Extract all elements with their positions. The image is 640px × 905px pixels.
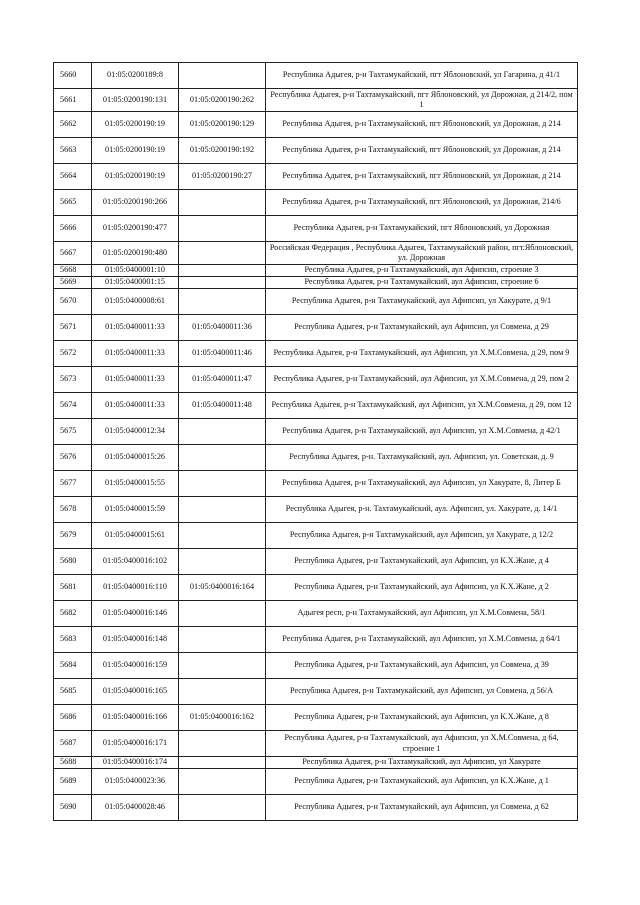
table-row [54, 393, 578, 419]
row-number-cell: 5675 [54, 419, 92, 445]
row-number-cell: 5678 [54, 497, 92, 523]
row-number-cell: 5677 [54, 471, 92, 497]
linked-cadastral-number-cell [179, 731, 266, 757]
address-cell: Республика Адыгея, р-н Тахтамукайский, аул Афипсип, ул Хакурате [266, 757, 578, 769]
address-cell: Республика Адыгея, р-н Тахтамукайский, аул Афипсип, строение 6 [266, 277, 578, 289]
cadastral-number-cell: 01:05:0400016:166 [92, 705, 179, 731]
row-number-cell: 5684 [54, 653, 92, 679]
table-row [54, 795, 578, 821]
row-number-cell: 5671 [54, 315, 92, 341]
cadastral-number-cell: 01:05:0200190:19 [92, 112, 179, 138]
table-row [54, 705, 578, 731]
linked-cadastral-number-cell: 01:05:0200190:192 [179, 138, 266, 164]
cadastral-number-cell: 01:05:0400016:159 [92, 653, 179, 679]
linked-cadastral-number-cell [179, 471, 266, 497]
linked-cadastral-number-cell: 01:05:0400016:164 [179, 575, 266, 601]
cadastral-number-cell: 01:05:0400016:165 [92, 679, 179, 705]
address-cell: Республика Адыгея, р-н Тахтамукайский, пгт Яблоновский, ул Дорожная, 214/6 [266, 190, 578, 216]
cadastral-number-cell: 01:05:0200190:131 [92, 89, 179, 112]
linked-cadastral-number-cell: 01:05:0400011:36 [179, 315, 266, 341]
linked-cadastral-number-cell: 01:05:0400016:162 [179, 705, 266, 731]
address-cell: Республика Адыгея, р-н Тахтамукайский, аул Афипсип, ул Совмена, д 39 [266, 653, 578, 679]
row-number-cell: 5660 [54, 63, 92, 89]
table-row [54, 627, 578, 653]
linked-cadastral-number-cell [179, 190, 266, 216]
cadastral-number-cell: 01:05:0400016:171 [92, 731, 179, 757]
cadastral-number-cell: 01:05:0400016:146 [92, 601, 179, 627]
row-number-cell: 5672 [54, 341, 92, 367]
linked-cadastral-number-cell: 01:05:0400011:48 [179, 393, 266, 419]
cadastral-number-cell: 01:05:0400001:15 [92, 277, 179, 289]
cadastral-number-cell: 01:05:0200190:266 [92, 190, 179, 216]
table-row [54, 601, 578, 627]
row-number-cell: 5686 [54, 705, 92, 731]
address-cell: Адыгея респ, р-н Тахтамукайский, аул Афипсип, ул Х.М.Совмена, 58/1 [266, 601, 578, 627]
row-number-cell: 5679 [54, 523, 92, 549]
linked-cadastral-number-cell [179, 757, 266, 769]
cadastral-number-cell: 01:05:0200190:19 [92, 164, 179, 190]
table-row [54, 769, 578, 795]
row-number-cell: 5673 [54, 367, 92, 393]
cadastral-number-cell: 01:05:0400015:55 [92, 471, 179, 497]
row-number-cell: 5665 [54, 190, 92, 216]
cadastral-number-cell: 01:05:0400011:33 [92, 367, 179, 393]
table-row [54, 575, 578, 601]
address-cell: Республика Адыгея, р-н Тахтамукайский, аул Афипсип, строение 3 [266, 265, 578, 277]
linked-cadastral-number-cell [179, 679, 266, 705]
cadastral-number-cell: 01:05:0400016:174 [92, 757, 179, 769]
address-cell: Республика Адыгея, р-н Тахтамукайский, аул Афипсип, ул Хакурате, д 12/2 [266, 523, 578, 549]
address-cell: Республика Адыгея, р-н Тахтамукайский, аул Афипсип, ул Хакурате, 8, Литер Б [266, 471, 578, 497]
address-cell: Республика Адыгея, р-н Тахтамукайский, аул Афипсип, ул Совмена, д 62 [266, 795, 578, 821]
address-cell: Республика Адыгея, р-н Тахтамукайский, аул Афипсип, ул Совмена, д 56/А [266, 679, 578, 705]
row-number-cell: 5664 [54, 164, 92, 190]
row-number-cell: 5674 [54, 393, 92, 419]
address-cell: Республика Адыгея, р-н Тахтамукайский, аул Афипсип, ул К.Х.Жане, д 2 [266, 575, 578, 601]
linked-cadastral-number-cell [179, 277, 266, 289]
table-row [54, 265, 578, 277]
row-number-cell: 5663 [54, 138, 92, 164]
address-cell: Республика Адыгея, р-н Тахтамукайский, аул Афипсип, ул К.Х.Жане, д 4 [266, 549, 578, 575]
cadastral-number-cell: 01:05:0400012:34 [92, 419, 179, 445]
address-cell: Республика Адыгея, р-н Тахтамукайский, аул Афипсип, ул Х.М.Совмена, д 42/1 [266, 419, 578, 445]
table-row [54, 471, 578, 497]
address-cell: Республика Адыгея, р-н Тахтамукайский, аул Афипсип, ул Х.М.Совмена, д 29, пом 9 [266, 341, 578, 367]
row-number-cell: 5688 [54, 757, 92, 769]
address-cell: Республика Адыгея, р-н. Тахтамукайский, аул. Афипсип, ул. Советская, д. 9 [266, 445, 578, 471]
address-cell: Республика Адыгея, р-н Тахтамукайский, аул Афипсип, ул Х.М.Совмена, д 29, пом 2 [266, 367, 578, 393]
linked-cadastral-number-cell: 01:05:0400011:46 [179, 341, 266, 367]
linked-cadastral-number-cell [179, 265, 266, 277]
table-row [54, 190, 578, 216]
linked-cadastral-number-cell [179, 289, 266, 315]
table-row [54, 242, 578, 265]
address-cell: Республика Адыгея, р-н Тахтамукайский, пгт Яблоновский, ул Дорожная, д 214/2, пом 1 [266, 89, 578, 112]
address-cell: Республика Адыгея, р-н Тахтамукайский, аул Афипсип, ул Х.М.Совмена, д 64, строение 1 [266, 731, 578, 757]
document-sheet [53, 62, 577, 821]
parcel-table [53, 62, 578, 821]
table-row [54, 497, 578, 523]
table-row [54, 164, 578, 190]
row-number-cell: 5669 [54, 277, 92, 289]
row-number-cell: 5661 [54, 89, 92, 112]
address-cell: Республика Адыгея, р-н. Тахтамукайский, аул. Афипсип, ул. Хакурате, д. 14/1 [266, 497, 578, 523]
table-row [54, 419, 578, 445]
linked-cadastral-number-cell [179, 497, 266, 523]
table-row [54, 289, 578, 315]
table-row [54, 549, 578, 575]
row-number-cell: 5668 [54, 265, 92, 277]
linked-cadastral-number-cell [179, 242, 266, 265]
table-row [54, 757, 578, 769]
address-cell: Республика Адыгея, р-н Тахтамукайский, аул Афипсип, ул Хакурате, д 9/1 [266, 289, 578, 315]
linked-cadastral-number-cell [179, 549, 266, 575]
cadastral-number-cell: 01:05:0400016:110 [92, 575, 179, 601]
linked-cadastral-number-cell [179, 216, 266, 242]
linked-cadastral-number-cell: 01:05:0200190:129 [179, 112, 266, 138]
linked-cadastral-number-cell [179, 63, 266, 89]
table-row [54, 216, 578, 242]
cadastral-number-cell: 01:05:0400023:36 [92, 769, 179, 795]
address-cell: Республика Адыгея, р-н Тахтамукайский, аул Афипсип, ул Совмена, д 29 [266, 315, 578, 341]
row-number-cell: 5670 [54, 289, 92, 315]
linked-cadastral-number-cell: 01:05:0400011:47 [179, 367, 266, 393]
table-row [54, 731, 578, 757]
linked-cadastral-number-cell [179, 523, 266, 549]
linked-cadastral-number-cell [179, 601, 266, 627]
address-cell: Российская Федерация , Республика Адыгея, Тахтамукайский район, пгт.Яблоновский, ул. Дорожная [266, 242, 578, 265]
cadastral-number-cell: 01:05:0400008:61 [92, 289, 179, 315]
cadastral-number-cell: 01:05:0200190:19 [92, 138, 179, 164]
table-row [54, 277, 578, 289]
linked-cadastral-number-cell [179, 627, 266, 653]
linked-cadastral-number-cell [179, 445, 266, 471]
table-row [54, 138, 578, 164]
address-cell: Республика Адыгея, р-н Тахтамукайский, пгт Яблоновский, ул Дорожная, д 214 [266, 138, 578, 164]
row-number-cell: 5662 [54, 112, 92, 138]
row-number-cell: 5685 [54, 679, 92, 705]
row-number-cell: 5680 [54, 549, 92, 575]
table-row [54, 341, 578, 367]
cadastral-number-cell: 01:05:0400016:148 [92, 627, 179, 653]
cadastral-number-cell: 01:05:0400028:46 [92, 795, 179, 821]
address-cell: Республика Адыгея, р-н Тахтамукайский, пгт Яблоновский, ул Дорожная, д 214 [266, 164, 578, 190]
row-number-cell: 5667 [54, 242, 92, 265]
table-row [54, 445, 578, 471]
address-cell: Республика Адыгея, р-н Тахтамукайский, аул Афипсип, ул К.Х.Жане, д 1 [266, 769, 578, 795]
cadastral-number-cell: 01:05:0400016:102 [92, 549, 179, 575]
cadastral-number-cell: 01:05:0400011:33 [92, 341, 179, 367]
row-number-cell: 5666 [54, 216, 92, 242]
cadastral-number-cell: 01:05:0200190:477 [92, 216, 179, 242]
table-row [54, 679, 578, 705]
cadastral-number-cell: 01:05:0400011:33 [92, 393, 179, 419]
address-cell: Республика Адыгея, р-н Тахтамукайский, аул Афипсип, ул Х.М.Совмена, д 64/1 [266, 627, 578, 653]
cadastral-number-cell: 01:05:0400011:33 [92, 315, 179, 341]
cadastral-number-cell: 01:05:0400001:10 [92, 265, 179, 277]
linked-cadastral-number-cell: 01:05:0200190:262 [179, 89, 266, 112]
address-cell: Республика Адыгея, р-н Тахтамукайский, пгт Яблоновский, ул Дорожная, д 214 [266, 112, 578, 138]
address-cell: Республика Адыгея, р-н Тахтамукайский, пгт Яблоновский, ул Гагарина, д 41/1 [266, 63, 578, 89]
table-row [54, 315, 578, 341]
address-cell: Республика Адыгея, р-н Тахтамукайский, аул Афипсип, ул Х.М.Совмена, д 29, пом 12 [266, 393, 578, 419]
linked-cadastral-number-cell: 01:05:0200190:27 [179, 164, 266, 190]
cadastral-number-cell: 01:05:0200189:8 [92, 63, 179, 89]
table-row [54, 112, 578, 138]
table-row [54, 63, 578, 89]
cadastral-number-cell: 01:05:0200190:480 [92, 242, 179, 265]
row-number-cell: 5682 [54, 601, 92, 627]
row-number-cell: 5689 [54, 769, 92, 795]
cadastral-number-cell: 01:05:0400015:59 [92, 497, 179, 523]
row-number-cell: 5681 [54, 575, 92, 601]
cadastral-number-cell: 01:05:0400015:26 [92, 445, 179, 471]
row-number-cell: 5687 [54, 731, 92, 757]
row-number-cell: 5690 [54, 795, 92, 821]
table-row [54, 523, 578, 549]
address-cell: Республика Адыгея, р-н Тахтамукайский, аул Афипсип, ул К.Х.Жане, д 8 [266, 705, 578, 731]
table-row [54, 367, 578, 393]
row-number-cell: 5683 [54, 627, 92, 653]
table-row [54, 89, 578, 112]
cadastral-number-cell: 01:05:0400015:61 [92, 523, 179, 549]
linked-cadastral-number-cell [179, 769, 266, 795]
table-row [54, 653, 578, 679]
parcel-table-body [54, 63, 578, 821]
linked-cadastral-number-cell [179, 653, 266, 679]
linked-cadastral-number-cell [179, 419, 266, 445]
linked-cadastral-number-cell [179, 795, 266, 821]
address-cell: Республика Адыгея, р-н Тахтамукайский, пгт Яблоновский, ул Дорожная [266, 216, 578, 242]
row-number-cell: 5676 [54, 445, 92, 471]
